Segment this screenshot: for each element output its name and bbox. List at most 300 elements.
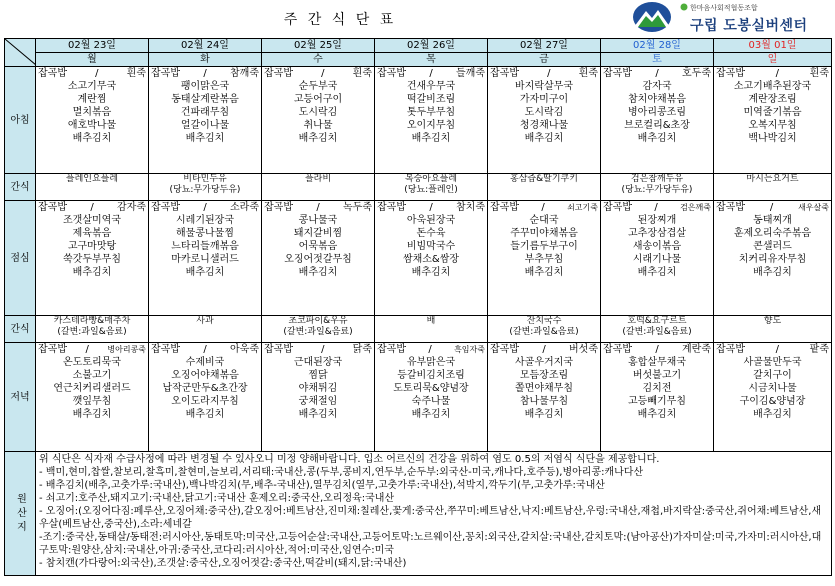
porridge-text: 참깨죽 (230, 68, 259, 79)
menu-item: 쑥갓두부무침 (63, 254, 121, 265)
dinner-cell (36, 343, 149, 452)
separator-text: / (203, 344, 207, 355)
menu-item: 배추김치 (185, 409, 225, 420)
rice-soup-line (375, 67, 487, 80)
date-text: 02월 25일 (294, 40, 342, 51)
porridge-text: 흑임자죽 (454, 345, 485, 354)
menu-item: 시레기된장국 (176, 215, 234, 226)
menu-item: 배추김치 (298, 133, 338, 144)
snack-cell (36, 316, 149, 343)
breakfast-cell (36, 67, 149, 174)
separator-text: / (321, 68, 325, 79)
menu-item: 아욱된장국 (406, 215, 456, 226)
menu-item: 감자국 (642, 81, 672, 92)
menu-item: 납작군만두&초간장 (162, 383, 248, 394)
menu-item: 사골우거지국 (515, 357, 573, 368)
logo-center-name: 구립 도봉실버센터 (690, 18, 808, 34)
menu-item: 참치야채볶음 (628, 94, 686, 105)
notes-line: - 참치캔(가다랑어:외국산),조갯살:중국산,오징어젓갈:중국산,떡갈비(돼지,닭:국내산) (39, 558, 407, 569)
menu-item: 팽이맑은국 (180, 81, 230, 92)
porridge-text: 흰죽 (578, 68, 598, 79)
dow-1 (149, 53, 262, 67)
dow-text: 일 (767, 54, 778, 65)
lunch-cell (36, 201, 149, 316)
separator-text: / (547, 68, 551, 79)
menu-item: 배추김치 (524, 409, 564, 420)
menu-item: 들기름두부구이 (510, 241, 578, 252)
menu-item: 배추김치 (411, 267, 451, 278)
rice-text: 잡곡밥 (716, 68, 745, 79)
breakfast-cell (375, 67, 488, 174)
porridge-text: 흰죽 (126, 68, 146, 79)
menu-item: 시금치나물 (748, 383, 797, 394)
page-title: 주 간 식 단 표 (283, 12, 397, 28)
dow-text: 토 (652, 54, 662, 65)
corner-cell (5, 39, 36, 67)
menu-item: 버섯불고기 (632, 370, 682, 381)
snack-cell (375, 316, 488, 343)
dow-text: 월 (87, 54, 97, 65)
menu-item: 도시락김 (524, 107, 564, 118)
menu-item: 배추김치 (524, 133, 564, 144)
porridge-text: 새우살죽 (798, 203, 829, 212)
dow-3 (375, 53, 488, 67)
snack-item: 잔치국수 (526, 316, 562, 326)
menu-item: 조갯살미역국 (63, 215, 121, 226)
menu-item: 오복지무침 (748, 120, 797, 131)
separator-text: / (542, 344, 546, 355)
snack-item: (당뇨:플레인) (404, 185, 458, 195)
menu-item: 참나물무침 (519, 396, 569, 407)
origin-label-text: 원산지 (14, 492, 26, 535)
menu-item: 도토리묵&양념장 (393, 383, 469, 394)
rice-soup-line (714, 343, 831, 356)
rice-text: 잡곡밥 (151, 68, 180, 79)
menu-item: 오이도라지무침 (171, 396, 239, 407)
rice-text: 잡곡밥 (490, 68, 519, 79)
menu-item: 애호박나물 (67, 120, 117, 131)
separator-text: / (655, 68, 659, 79)
breakfast-cell (149, 67, 262, 174)
porridge-text: 녹두죽 (343, 202, 372, 213)
porridge-text: 병아리콩죽 (107, 345, 146, 354)
menu-item: 갈치구이 (753, 370, 792, 381)
menu-item: 부추무침 (524, 254, 564, 265)
lunch-cell (601, 201, 714, 316)
header (0, 0, 835, 36)
separator-text: / (95, 68, 99, 79)
menu-item: 배추김치 (637, 409, 677, 420)
separator-text: / (85, 344, 89, 355)
rice-soup-line (488, 67, 600, 80)
menu-item: 오징어야채볶음 (171, 370, 239, 381)
separator-text: / (90, 202, 94, 213)
menu-item: 시래기나물 (632, 254, 682, 265)
dow-text: 화 (200, 54, 210, 65)
notes-line: - 쇠고기:호주산,돼지고기:국내산,닭고기:국내산 훈제오리:중국산,오리정육:국내산 (39, 493, 395, 504)
menu-item: 배추김치 (72, 133, 112, 144)
porridge-text: 쇠고기죽 (567, 203, 598, 212)
breakfast-cell (601, 67, 714, 174)
rice-text: 잡곡밥 (490, 202, 519, 213)
rice-text: 잡곡밥 (151, 202, 180, 213)
menu-item: 새송이볶음 (632, 241, 682, 252)
snack-item: 비타민두유 (183, 174, 227, 184)
porridge-text: 흰죽 (352, 68, 372, 79)
snack-cell (601, 174, 714, 201)
separator-text: / (654, 202, 658, 213)
rice-soup-line (601, 201, 713, 214)
logo-coop-name: 한마음사회적협동조합 (690, 4, 758, 12)
menu-item: 야채튀김 (298, 383, 338, 394)
porridge-text: 아욱죽 (230, 344, 259, 355)
separator-text: / (775, 344, 780, 355)
menu-item: 비빔막국수 (406, 241, 456, 252)
date-text: 02월 28일 (633, 40, 681, 51)
menu-item: 돈수육 (416, 228, 446, 239)
menu-item: 사골물만두국 (743, 357, 802, 368)
snack-item: 플라비 (304, 174, 332, 184)
snack-cell (488, 316, 601, 343)
dinner-label: 저녁 (5, 343, 36, 452)
menu-item: 고등어구이 (293, 94, 343, 105)
breakfast-row (5, 67, 832, 174)
menu-item: 돼지갈비찜 (293, 228, 343, 239)
snack1-label: 간식 (5, 174, 36, 201)
dow-4 (488, 53, 601, 67)
menu-item: 배추김치 (185, 267, 225, 278)
notes-line: - 백미,현미,찹쌀,찰보리,찰흑미,찰현미,늘보리,서리태:국내산,콩(두부,콩비지,연두부,순두부:외국산-미국,캐나다,호주등),병아리콩:캐나다산 (39, 467, 644, 478)
mountain-logo-icon (632, 1, 672, 33)
rice-soup-line (36, 343, 148, 356)
snack-item: 검은참깨두유 (630, 174, 684, 184)
rice-soup-line (601, 343, 713, 356)
menu-item: 제육볶음 (72, 228, 112, 239)
menu-item: 느타리들깨볶음 (171, 241, 239, 252)
porridge-text: 소라죽 (230, 202, 259, 213)
rice-soup-line (262, 343, 374, 356)
date-2 (262, 39, 375, 53)
rice-soup-line (714, 67, 831, 80)
menu-item: 청경채나물 (519, 120, 569, 131)
rice-text: 잡곡밥 (38, 202, 67, 213)
menu-item: 계란찜 (77, 94, 107, 105)
snack-item: 사과 (196, 316, 214, 326)
notes-line: 위 식단은 식자재 수급사정에 따라 변경될 수 있사오니 미정 양해바랍니다. 입소 어르신의 건강을 위하여 염도 0.5의 저염식 식단을 제공합니다. (39, 454, 660, 465)
menu-item: 어묵볶음 (298, 241, 338, 252)
menu-item: 치커리유자무침 (738, 254, 807, 265)
snack-cell (262, 174, 375, 201)
menu-item: 구이김&양념장 (739, 396, 806, 407)
snack-item: (당뇨:무가당두유) (169, 185, 241, 195)
menu-item: 훈제오리숙주볶음 (733, 228, 812, 239)
dinner-cell (262, 343, 375, 452)
rice-text: 잡곡밥 (603, 344, 632, 355)
menu-item: 쌈채소&쌈장 (402, 254, 460, 265)
menu-item: 떡갈비조림 (406, 94, 456, 105)
date-text: 03월 01일 (748, 40, 797, 51)
snack-cell (149, 174, 262, 201)
menu-item: 브로컬리&초장 (624, 120, 690, 131)
date-5 (601, 39, 714, 53)
separator-text: / (655, 344, 659, 355)
rice-text: 잡곡밥 (38, 344, 67, 355)
snack-item: (갈변:과일&음료) (57, 327, 127, 337)
rice-soup-line (149, 201, 261, 214)
snack-item: (당뇨:무가당두유) (621, 185, 693, 195)
menu-item: 도시락김 (298, 107, 338, 118)
breakfast-cell (262, 67, 375, 174)
snack-cell (714, 174, 832, 201)
snack-cell (149, 316, 262, 343)
snack-cell (262, 316, 375, 343)
porridge-text: 흰죽 (809, 68, 829, 79)
date-3 (375, 39, 488, 53)
lunch-cell (488, 201, 601, 316)
menu-item: 깻잎무침 (72, 396, 112, 407)
menu-item: 건새우무국 (406, 81, 456, 92)
snack-item: 마시는요거트 (746, 174, 799, 184)
snack-cell (488, 174, 601, 201)
menu-item: 바지락살무국 (515, 81, 573, 92)
notes-line: - 오징어:(오징어다짐:페루산,오징어채:중국산),갈오징어:베트남산,진미채:칠레산,꽃게:중국산,쭈꾸미:베트남산,낙지:베트남산,우렁:국내산,재첩,바지락살:중국산,쥐어채:베트남산,새우살(베트남산,중국산),소라:세네갈 (39, 506, 822, 530)
menu-item: 숙주나물 (411, 396, 451, 407)
menu-item: 배추김치 (524, 267, 564, 278)
rice-text: 잡곡밥 (38, 68, 67, 79)
snack-cell (375, 174, 488, 201)
menu-item: 동태찌개 (753, 215, 792, 226)
origin-label (5, 452, 36, 576)
dow-text: 수 (313, 54, 323, 65)
separator-text: / (769, 202, 774, 213)
rice-soup-line (714, 201, 831, 214)
rice-text: 잡곡밥 (264, 344, 293, 355)
rice-soup-line (488, 343, 600, 356)
rice-soup-line (36, 67, 148, 80)
menu-item: 얼갈이나물 (180, 120, 230, 131)
menu-item: 온도토리묵국 (63, 357, 121, 368)
dow-5 (601, 53, 714, 67)
dow-text: 목 (426, 54, 436, 65)
porridge-text: 팥죽 (809, 344, 829, 355)
menu-item: 병아리콩조림 (628, 107, 686, 118)
menu-item: 마카로니샐러드 (171, 254, 239, 265)
menu-item: 배추김치 (72, 409, 112, 420)
separator-text: / (203, 68, 207, 79)
porridge-text: 버섯죽 (569, 344, 598, 355)
menu-item: 연근치커리샐러드 (53, 383, 131, 394)
menu-item: 고구마맛탕 (67, 241, 117, 252)
snack-item: 호떡&요구르트 (627, 316, 687, 326)
date-text: 02월 23일 (68, 40, 116, 51)
rice-text: 잡곡밥 (603, 202, 632, 213)
menu-item: 된장찌개 (637, 215, 677, 226)
date-text: 02월 27일 (520, 40, 568, 51)
snack-item: (갈변:과일&음료) (509, 327, 579, 337)
rice-soup-line (262, 67, 374, 80)
dinner-cell (488, 343, 601, 452)
dinner-cell (149, 343, 262, 452)
breakfast-label: 아침 (5, 67, 36, 174)
dinner-row (5, 343, 832, 452)
snack-cell (714, 316, 832, 343)
porridge-text: 들깨죽 (456, 68, 485, 79)
date-row (5, 39, 832, 53)
menu-item: 근대된장국 (293, 357, 343, 368)
rice-soup-line (36, 201, 148, 214)
separator-text: / (775, 68, 780, 79)
dow-text: 금 (539, 54, 549, 65)
menu-item: 궁채절임 (298, 396, 338, 407)
menu-item: 가자미구이 (519, 94, 569, 105)
menu-item: 소불고기 (72, 370, 112, 381)
menu-item: 해물콩나물찜 (176, 228, 234, 239)
menu-item: 순두부국 (298, 81, 338, 92)
snack2-label: 간식 (5, 316, 36, 343)
lunch-row (5, 201, 832, 316)
snack-item: (갈변:과일&음료) (283, 327, 353, 337)
dow-row (5, 53, 832, 67)
menu-item: 주꾸미야채볶음 (510, 228, 578, 239)
rice-text: 잡곡밥 (377, 344, 406, 355)
menu-item: 콩나물국 (298, 215, 338, 226)
rice-text: 잡곡밥 (716, 202, 745, 213)
menu-item: 배추김치 (185, 133, 225, 144)
breakfast-cell (488, 67, 601, 174)
leaf-icon (680, 3, 688, 11)
menu-item: 오이지무침 (406, 120, 456, 131)
snack-item: 배 (426, 316, 436, 326)
porridge-text: 계란죽 (682, 344, 711, 355)
dow-6 (714, 53, 832, 67)
rice-text: 잡곡밥 (151, 344, 180, 355)
menu-item: 톳두부무침 (406, 107, 456, 118)
porridge-text: 호두죽 (682, 68, 711, 79)
porridge-text: 참치죽 (456, 202, 485, 213)
rice-text: 잡곡밥 (377, 202, 406, 213)
date-text: 02월 26일 (407, 40, 455, 51)
menu-item: 순대국 (529, 215, 559, 226)
menu-item: 모듬장조림 (519, 370, 569, 381)
origin-row (5, 452, 832, 576)
snack-cell (36, 174, 149, 201)
rice-text: 잡곡밥 (264, 68, 293, 79)
notes-line: -조기:중국산,동태살/동태전:러시아산,동태토막:미국산,고등어순살:국내산,고등어토막:노르웨이산,꽁치:외국산,갈치살:국내산,갈치토막:(남아공산)가자미살:미국,가자미:러시아산,대구토막:원양산,삼치:국내산,아귀:중국산,코다리:러시아산,적어:미국산,임연수:미국 (39, 532, 822, 556)
menu-item: 홍합살무채국 (628, 357, 686, 368)
date-text: 02월 24일 (181, 40, 229, 51)
dinner-cell (375, 343, 488, 452)
lunch-cell (149, 201, 262, 316)
snack-item: 복숭아요플레 (404, 174, 458, 184)
menu-item: 오징어젓갈무침 (284, 254, 352, 265)
separator-text: / (428, 344, 432, 355)
rice-soup-line (601, 67, 713, 80)
separator-text: / (203, 202, 207, 213)
rice-text: 잡곡밥 (716, 344, 745, 355)
menu-item: 소고기무국 (67, 81, 117, 92)
dow-2 (262, 53, 375, 67)
menu-item: 미역줄기볶음 (743, 107, 802, 118)
snack-item: 플레인요플레 (65, 174, 119, 184)
origin-notes (36, 452, 832, 576)
menu-item: 배추김치 (298, 409, 338, 420)
porridge-text: 검은깨죽 (680, 203, 711, 212)
menu-item: 배추김치 (72, 267, 112, 278)
rice-text: 잡곡밥 (490, 344, 519, 355)
separator-text: / (429, 202, 433, 213)
menu-item: 유부맑은국 (406, 357, 456, 368)
menu-item: 수제비국 (185, 357, 225, 368)
menu-item: 콘샐러드 (753, 241, 792, 252)
notes-line: - 배추김치(배추,고춧가루:국내산),백나박김치(무,배추-국내산),열무김치(열무,고춧가루:국내산),석박지,깍두기(무,고춧가루:국내산 (39, 480, 605, 491)
snack1-row (5, 174, 832, 201)
rice-text: 잡곡밥 (377, 68, 406, 79)
lunch-cell (714, 201, 832, 316)
lunch-cell (375, 201, 488, 316)
date-4 (488, 39, 601, 53)
rice-text: 잡곡밥 (603, 68, 632, 79)
dow-0 (36, 53, 149, 67)
menu-item: 멸치볶음 (72, 107, 112, 118)
logo (632, 1, 832, 35)
date-0 (36, 39, 149, 53)
lunch-cell (262, 201, 375, 316)
rice-soup-line (262, 201, 374, 214)
separator-text: / (429, 68, 433, 79)
rice-soup-line (488, 201, 600, 214)
date-1 (149, 39, 262, 53)
snack-item: 홍삼즙&딸기쿠키 (510, 174, 578, 184)
menu-item: 배추김치 (637, 267, 677, 278)
menu-item: 배추김치 (411, 133, 451, 144)
menu-item: 쫄면야채무침 (515, 383, 573, 394)
dinner-cell (714, 343, 832, 452)
menu-item: 계란장조림 (748, 94, 797, 105)
snack-cell (601, 316, 714, 343)
dinner-cell (601, 343, 714, 452)
snack-item: 카스테라빵&매추차 (53, 316, 131, 326)
menu-item: 동태살계란볶음 (171, 94, 239, 105)
breakfast-cell (714, 67, 832, 174)
separator-text: / (316, 202, 320, 213)
menu-item: 배추김치 (298, 267, 338, 278)
menu-item: 김치전 (642, 383, 672, 394)
menu-item: 고등빼기무침 (628, 396, 686, 407)
menu-item: 백나박김치 (748, 133, 797, 144)
snack2-row (5, 316, 832, 343)
rice-soup-line (375, 343, 487, 356)
porridge-text: 닭죽 (352, 344, 372, 355)
rice-soup-line (149, 67, 261, 80)
menu-item: 취나물 (303, 120, 333, 131)
diagonal-line (5, 39, 36, 65)
rice-soup-line (149, 343, 261, 356)
menu-item: 등갈비김치조림 (397, 370, 465, 381)
snack-item: 향도 (763, 316, 782, 326)
menu-item: 소고기배추된장국 (733, 81, 812, 92)
rice-soup-line (375, 201, 487, 214)
menu-item: 배추김치 (411, 409, 451, 420)
menu-item: 배추김치 (637, 133, 677, 144)
separator-text: / (321, 344, 325, 355)
porridge-text: 감자죽 (117, 202, 146, 213)
menu-item: 건파래무침 (180, 107, 230, 118)
date-6 (714, 39, 832, 53)
menu-item: 배추김치 (753, 267, 792, 278)
separator-text: / (541, 202, 545, 213)
rice-text: 잡곡밥 (264, 202, 293, 213)
lunch-label: 점심 (5, 201, 36, 316)
